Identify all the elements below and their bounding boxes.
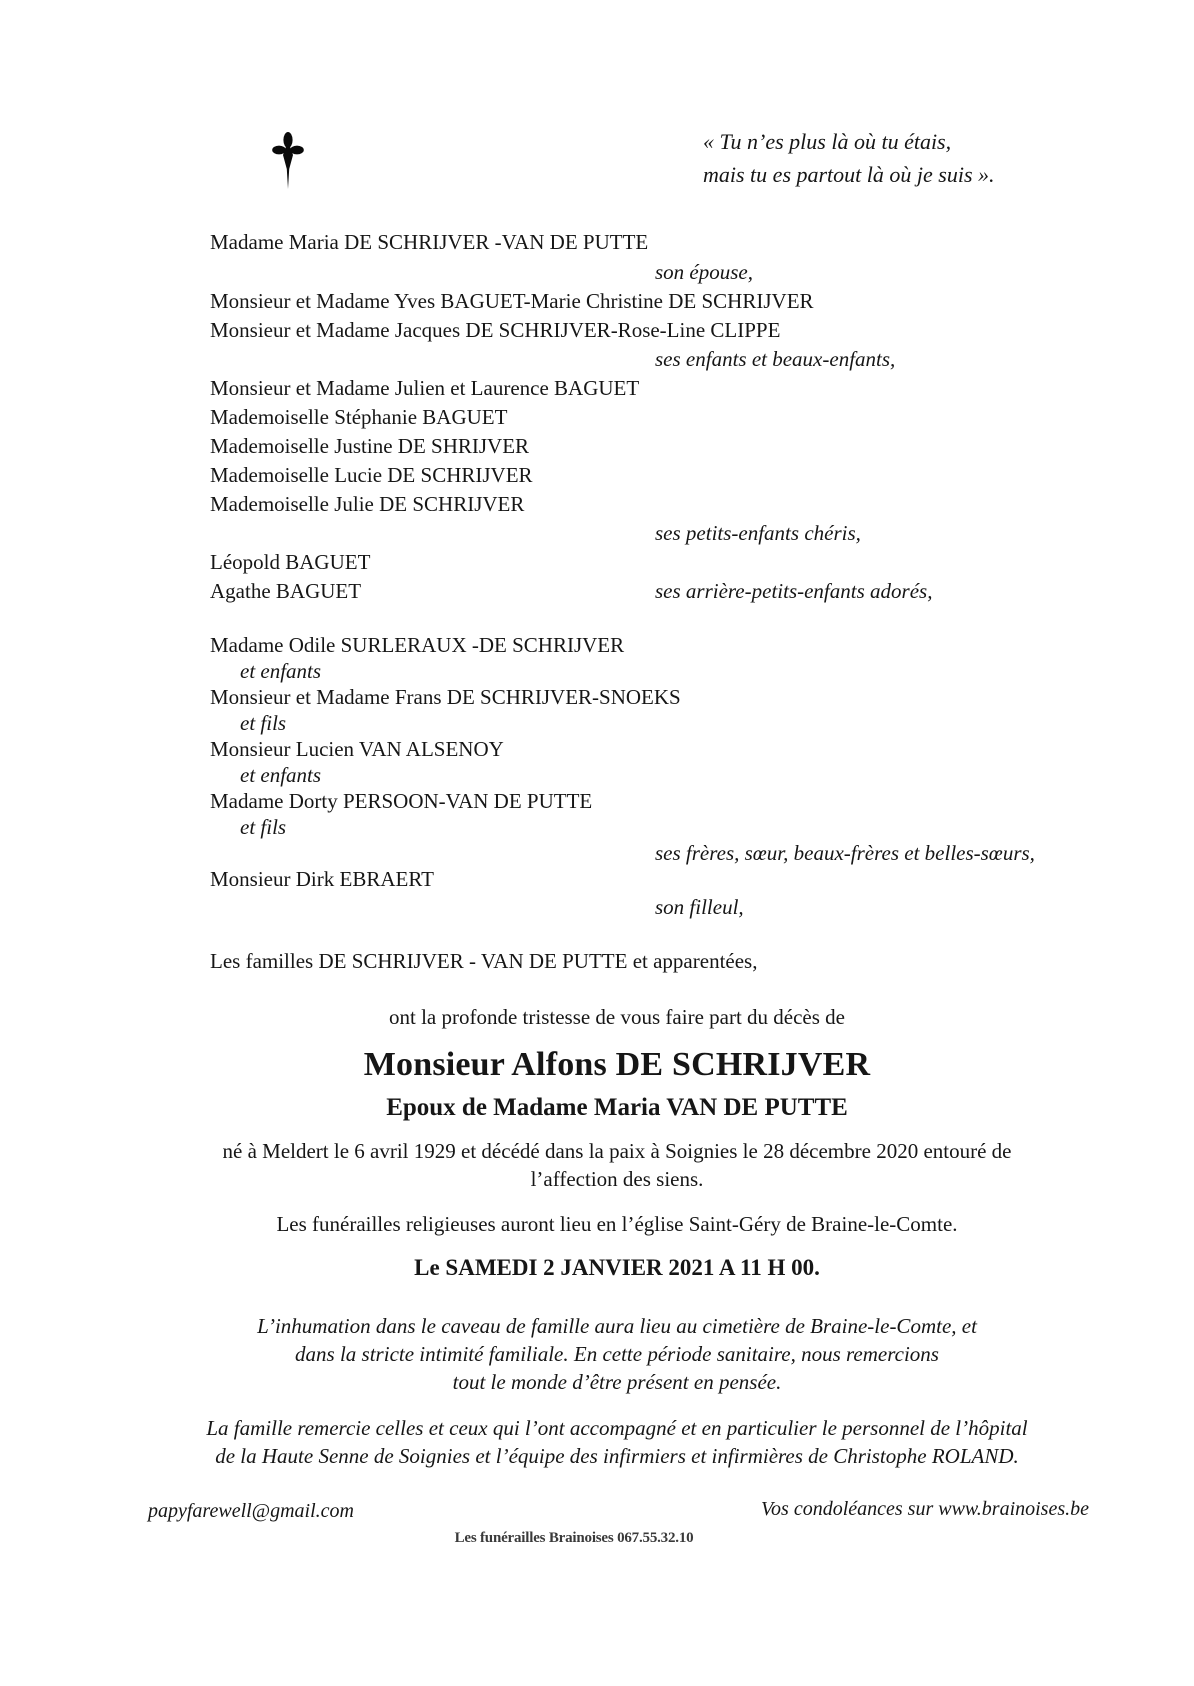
burial-note-line-2: dans la stricte intimité familiale. En cette période sanitaire, nous remercions [295, 1342, 939, 1366]
mourner-great-grandchild-1: Léopold BAGUET [210, 550, 371, 574]
sibling-note-4: et fils [240, 815, 287, 839]
mourner-grandchild-1: Monsieur et Madame Julien et Laurence BAGUET [210, 376, 640, 400]
mourner-grandchild-2: Mademoiselle Stéphanie BAGUET [210, 405, 508, 429]
relation-spouse: son épouse, [655, 260, 753, 284]
mourner-child-2: Monsieur et Madame Jacques DE SCHRIJVER-Rose-Line CLIPPE [210, 318, 781, 342]
mourner-sibling-4: Madame Dorty PERSOON-VAN DE PUTTE [210, 789, 593, 813]
thanks-note-line-1: La famille remercie celles et ceux qui l’ont accompagné et en particulier le personnel de l’hôpital [206, 1416, 1028, 1440]
families-line: Les familles DE SCHRIJVER - VAN DE PUTTE et apparentées, [210, 949, 758, 973]
relation-grandchildren: ses petits-enfants chéris, [655, 521, 861, 545]
contact-email: papyfarewell@gmail.com [148, 1500, 354, 1522]
announcement-intro: ont la profonde tristesse de vous faire part du décès de [388, 1005, 845, 1029]
mourner-grandchild-3: Mademoiselle Justine DE SHRIJVER [210, 434, 530, 458]
ceremony-date: Le SAMEDI 2 JANVIER 2021 A 11 H 00. [414, 1255, 820, 1280]
mourner-great-grandchild-2: Agathe BAGUET [210, 579, 362, 603]
quote-line-2: mais tu es partout là où je suis ». [703, 162, 995, 187]
sibling-note-1: et enfants [240, 659, 322, 683]
deceased-name: Monsieur Alfons DE SCHRIJVER [363, 1046, 871, 1083]
mourner-sibling-3: Monsieur Lucien VAN ALSENOY [210, 737, 504, 761]
deceased-subtitle: Epoux de Madame Maria VAN DE PUTTE [386, 1094, 848, 1121]
mourner-child-1: Monsieur et Madame Yves BAGUET-Marie Christine DE SCHRIJVER [210, 289, 814, 313]
burial-note-line-1: L’inhumation dans le caveau de famille aura lieu au cimetière de Braine-le-Comte, et [257, 1314, 977, 1338]
sibling-note-2: et fils [240, 711, 287, 735]
relation-children: ses enfants et beaux-enfants, [655, 347, 896, 371]
mourner-sibling-1: Madame Odile SURLERAUX -DE SCHRIJVER [210, 633, 625, 657]
mourner-sibling-2: Monsieur et Madame Frans DE SCHRIJVER-SNOEKS [210, 685, 681, 709]
ceremony-line: Les funérailles religieuses auront lieu en l’église Saint-Géry de Braine-le-Comte. [276, 1212, 958, 1236]
thanks-note-line-2: de la Haute Senne de Soignies et l’équipe des infirmiers et infirmières de Christophe ROLAND. [215, 1444, 1019, 1468]
mourner-spouse-name: Madame Maria DE SCHRIJVER -VAN DE PUTTE [210, 230, 649, 254]
mourner-grandchild-4: Mademoiselle Lucie DE SCHRIJVER [210, 463, 533, 487]
sibling-note-3: et enfants [240, 763, 322, 787]
mourner-grandchild-5: Mademoiselle Julie DE SCHRIJVER [210, 492, 525, 516]
mourner-godson-name: Monsieur Dirk EBRAERT [210, 867, 434, 891]
condolences-line: Vos condoléances sur www.brainoises.be [761, 1498, 1089, 1520]
life-dates-line-2: l’affection des siens. [530, 1167, 704, 1191]
relation-godson: son filleul, [655, 895, 744, 919]
funeral-home-line: Les funérailles Brainoises 067.55.32.10 [454, 1530, 694, 1546]
quote-line-1: « Tu n’es plus là où tu étais, [703, 129, 952, 154]
cross-icon [272, 131, 304, 191]
relation-siblings: ses frères, sœur, beaux-frères et belles-sœurs, [655, 841, 1035, 865]
burial-note-line-3: tout le monde d’être présent en pensée. [452, 1370, 782, 1394]
life-dates-line-1: né à Meldert le 6 avril 1929 et décédé dans la paix à Soignies le 28 décembre 2020 entouré de [222, 1139, 1012, 1163]
relation-great-grandchildren: ses arrière-petits-enfants adorés, [655, 579, 933, 603]
